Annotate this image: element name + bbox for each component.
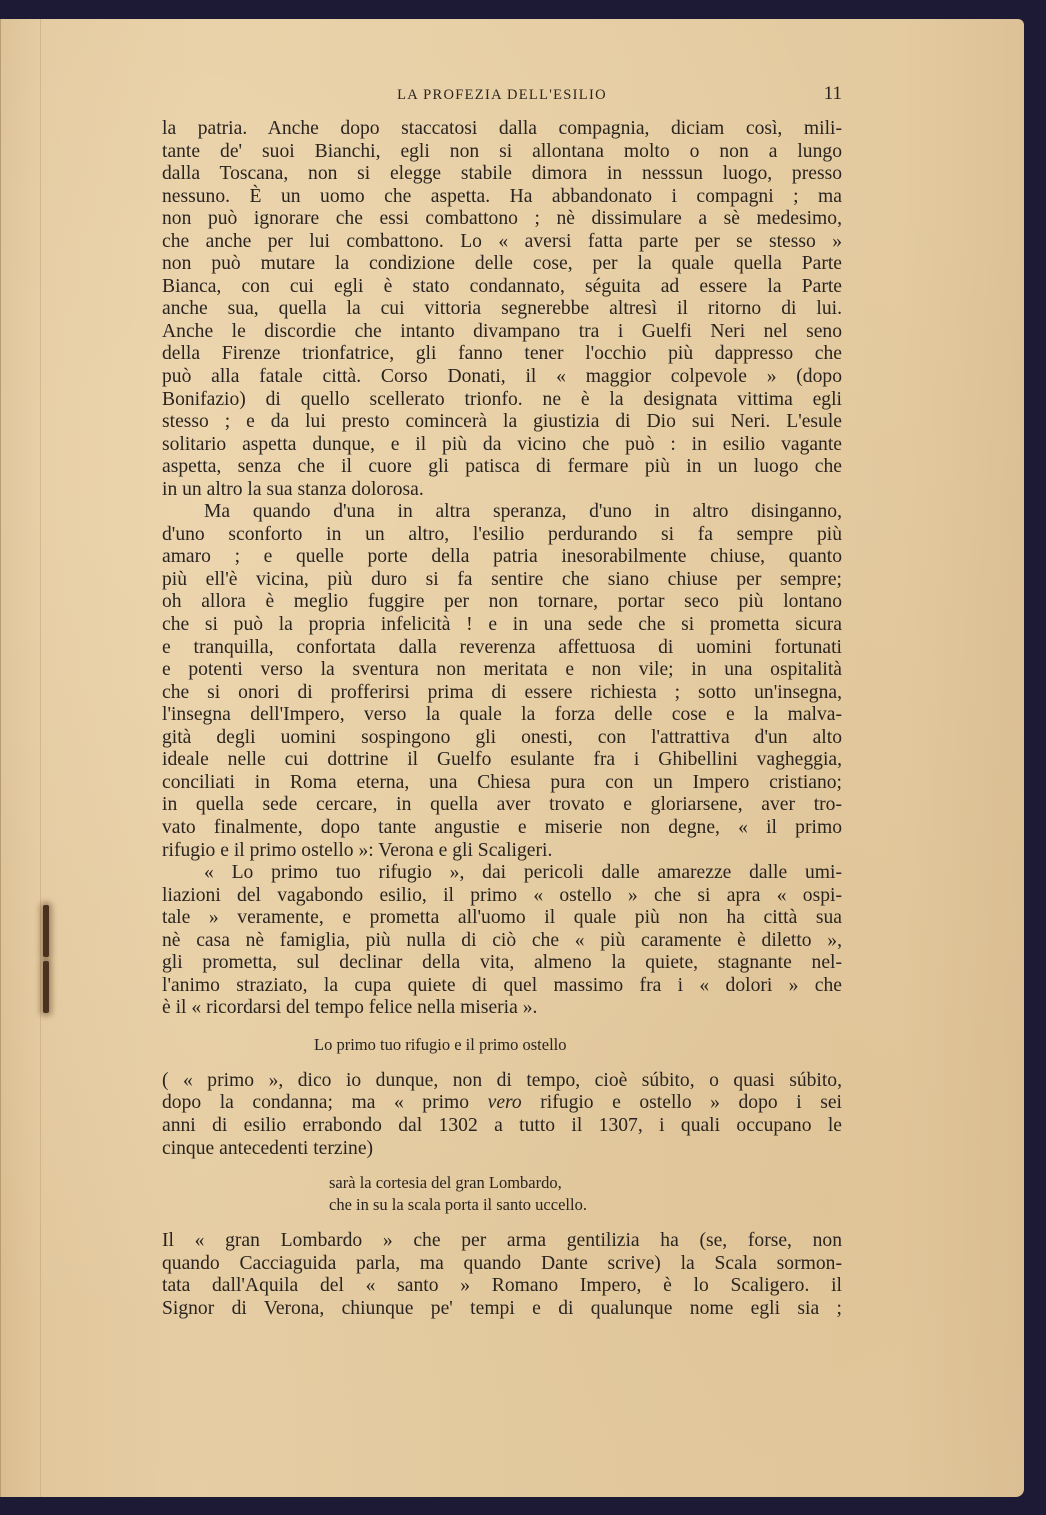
text-line: d'uno sconforto in un altro, l'esilio perdurando si fa sempre più	[162, 523, 842, 545]
text-line: Bianca, con cui egli è stato condannato, séguita ad essere la Parte	[162, 275, 842, 297]
text-line: e potenti verso la sventura non meritata e non vile; in una ospitalità	[162, 659, 842, 681]
text-line: nè casa nè famiglia, più nulla di ciò che « più caramente è diletto »,	[162, 929, 842, 951]
stitch-lower	[43, 961, 49, 1013]
paragraph-2	[162, 501, 842, 862]
verse-line: sarà la cortesia del gran Lombardo,	[329, 1173, 562, 1193]
text-line: è il « ricordarsi del tempo felice nella miseria ».	[162, 997, 538, 1019]
text-line: tante de' suoi Bianchi, egli non si allontana molto o non a lungo	[162, 140, 842, 162]
text-line: conciliati in Roma eterna, una Chiesa pura con un Impero cristiano;	[162, 771, 842, 793]
text-line: Ma quando d'una in altra speranza, d'uno in altro disinganno,	[204, 501, 842, 523]
text-line: solitario aspetta dunque, e il più da vicino che può : in esilio vagante	[162, 433, 842, 455]
text-line: gità degli uomini sospingono gli onesti, con l'attrattiva d'un alto	[162, 726, 842, 748]
text-segment: rifugio e ostello » dopo i sei	[521, 1092, 842, 1114]
text-line: dalla Toscana, non si elegge stabile dimora in nesssun luogo, presso	[162, 163, 842, 185]
text-line: rifugio e il primo ostello »: Verona e gli Scaligeri.	[162, 839, 553, 861]
verse-line: che in su la scala porta il santo uccello.	[329, 1195, 587, 1215]
text-line: nessuno. È un uomo che aspetta. Ha abbandonato i compagni ; ma	[162, 185, 842, 207]
text-segment: dopo la condanna; ma « primo	[162, 1092, 488, 1114]
text-line: Il « gran Lombardo » che per arma gentilizia ha (se, forse, non	[162, 1230, 842, 1252]
text-line: anni di esilio errabondo dal 1302 a tutto il 1307, i quali occupano le	[162, 1114, 842, 1136]
text-line: liazioni del vagabondo esilio, il primo « ostello » che si apra « ospi-	[162, 884, 842, 906]
page-number: 11	[823, 83, 842, 104]
text-line: può alla fatale città. Corso Donati, il « maggior colpevole » (dopo	[162, 366, 842, 388]
text-line: vato finalmente, dopo tante angustie e miserie non degne, « il primo	[162, 816, 842, 838]
verse-quote: Lo primo tuo rifugio e il primo ostello	[314, 1034, 567, 1054]
stitch-upper	[43, 905, 49, 957]
text-line: « Lo primo tuo rifugio », dai pericoli dalle amarezze dalle umi-	[204, 862, 842, 884]
text-line: ( « primo », dico io dunque, non di tempo, cioè súbito, o quasi súbito,	[162, 1069, 842, 1091]
text-line: quando Cacciaguida parla, ma quando Dante scrive) la Scala sormon-	[162, 1252, 842, 1274]
text-line: l'insegna dell'Impero, verso la quale la forza delle cose e la malva-	[162, 704, 842, 726]
text-line: ideale nelle cui dottrine il Guelfo esulante fra i Ghibellini vagheggia,	[162, 749, 842, 771]
text-line: aspetta, senza che il cuore gli patisca di fermare più in un luogo che	[162, 456, 842, 478]
text-line	[162, 1092, 842, 1115]
paragraph-3	[162, 862, 842, 1020]
text-line: Anche le discordie che intanto divampano tra i Guelfi Neri nel seno	[162, 320, 842, 342]
text-line: tata dall'Aquila del « santo » Romano Impero, è lo Scaligero. il	[162, 1275, 842, 1297]
text-line: non può ignorare che essi combattono ; nè dissimulare a sè medesimo,	[162, 208, 842, 230]
text-line: l'animo straziato, la cupa quiete di quel massimo fra i « dolori » che	[162, 974, 842, 996]
paragraph-1	[162, 118, 842, 501]
text-line: che si può la propria infelicità ! e in una sede che si prometta sicura	[162, 614, 842, 636]
text-line: amaro ; e quelle porte della patria inesorabilmente chiuse, quanto	[162, 546, 842, 568]
text-line: e tranquilla, confortata dalla reverenza affettuosa di uomini fortunati	[162, 636, 842, 658]
text-line: Bonifazio) di quello scellerato trionfo. ne è la designata vittima egli	[162, 388, 842, 410]
text-line: della Firenze trionfatrice, gli fanno tener l'occhio più dappresso che	[162, 343, 842, 365]
paragraph-5	[162, 1230, 842, 1320]
text-line: cinque antecedenti terzine)	[162, 1137, 374, 1159]
running-head	[162, 83, 842, 107]
text-line: tale » veramente, e prometta all'uomo il quale più non ha città sua	[162, 907, 842, 929]
running-title: LA PROFEZIA DELL'ESILIO	[397, 87, 607, 103]
text-line: non può mutare la condizione delle cose, per la quale quella Parte	[162, 253, 842, 275]
text-line: anche sua, quella la cui vittoria segnerebbe altresì il ritorno di lui.	[162, 298, 842, 320]
body-text	[162, 118, 842, 1320]
text-line: oh allora è meglio fuggire per non tornare, portar seco più lontano	[162, 591, 842, 613]
text-line: Signor di Verona, chiunque pe' tempi e di qualunque nome egli sia ;	[162, 1297, 842, 1319]
page-fold-line	[40, 19, 41, 1497]
text-line: in quella sede cercare, in quella aver trovato e gloriarsene, aver tro-	[162, 794, 842, 816]
binding-stitch	[38, 899, 54, 1019]
text-line: in un altro la sua stanza dolorosa.	[162, 478, 424, 500]
text-line: stesso ; e da lui presto comincerà la giustizia di Dio sui Neri. L'esule	[162, 411, 842, 433]
text-line: la patria. Anche dopo staccatosi dalla compagnia, diciam così, mili-	[162, 118, 842, 139]
paragraph-4	[162, 1070, 842, 1160]
verse-block	[162, 1172, 842, 1216]
italic-word: vero	[487, 1092, 522, 1114]
text-line: più ell'è vicina, più duro si fa sentire che siano chiuse per sempre;	[162, 568, 842, 590]
text-line: gli prometta, sul declinar della vita, almeno la quiete, stagnante nel-	[162, 952, 842, 974]
text-line: che si onori di profferirsi prima di essere richiesta ; sotto un'insegna,	[162, 681, 842, 703]
text-line: che anche per lui combattono. Lo « aversi fatta parte per se stesso »	[162, 230, 842, 252]
